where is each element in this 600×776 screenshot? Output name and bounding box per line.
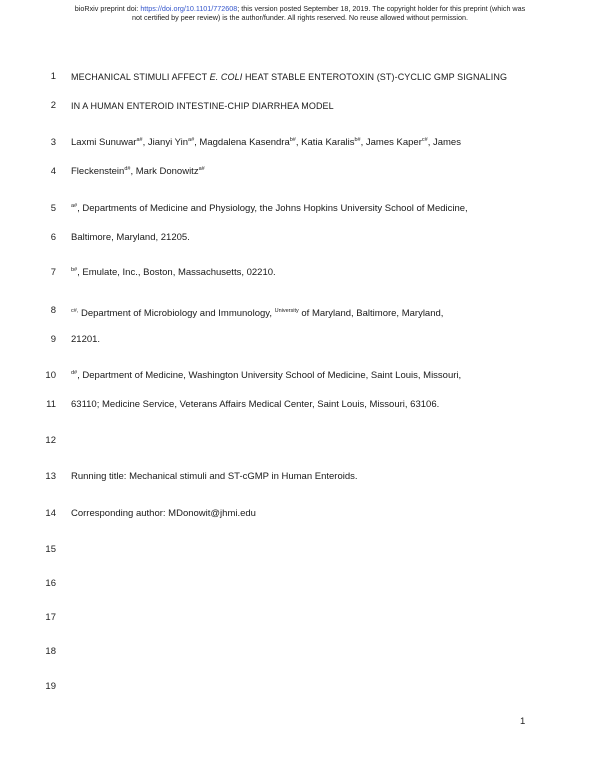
preprint-notice-line-1 [30,4,570,13]
manuscript-line [0,543,600,557]
doi-link[interactable]: https://doi.org/10.1101/772608 [140,4,238,13]
affiliation-c-continued: 21201. [71,334,101,345]
line-number: 3 [50,137,56,148]
paper-title-line-2: IN A HUMAN ENTEROID INTESTINE-CHIP DIARRHEA MODEL [71,101,334,111]
manuscript-line [0,470,600,484]
author-list: Laxmi Sunuwar$^{a\#}$, Jianyi Yin$^{a\#}$, Magdalena Kasendra$^{b\#}$, Katia Karalis$^{b\#}$, James Kaper$^{c\#}$, James [71,137,461,148]
line-number: 4 [50,166,56,177]
manuscript-line [0,398,600,412]
manuscript-line [0,333,600,347]
manuscript-line [0,577,600,591]
line-number: 18 [45,646,56,657]
affiliation-c: $^{c\#,}$ Department of Microbiology and Immunology, $^{University}$ of Maryland, Baltimore, Maryland, [71,308,444,319]
manuscript-line [0,165,600,179]
line-number: 12 [45,435,56,446]
preprint-line1-rest: ; this version posted September 18, 2019. The copyright holder for this preprint (which was [237,4,526,13]
line-number: 10 [45,370,56,381]
line-number: 7 [50,267,56,278]
line-number: 9 [50,334,56,345]
manuscript-line [0,611,600,625]
preprint-notice-line-2: not certified by peer review) is the author/funder. All rights reserved. No reuse allowed without permission. [132,13,468,22]
manuscript-line [0,136,600,150]
affiliation-d: $^{d\#}$, Department of Medicine, Washington University School of Medicine, Saint Louis, Missouri, [71,370,462,381]
line-number: 2 [50,100,56,111]
line-number: 11 [46,399,56,410]
page-number: 1 [520,716,526,727]
line-number: 1 [50,71,56,82]
manuscript-line [0,507,600,521]
manuscript-line [0,304,600,318]
line-number: 17 [45,612,56,623]
manuscript-line [0,70,600,84]
title-organism: E. COLI [209,72,243,82]
manuscript-line [0,645,600,659]
line-number: 8 [50,305,56,316]
line-number: 19 [45,681,56,692]
manuscript-line [0,231,600,245]
manuscript-line [0,369,600,383]
corresponding-author: Corresponding author: MDonowit@jhmi.edu [71,508,256,519]
line-number: 16 [45,578,56,589]
paper-title-line-1: MECHANICAL STIMULI AFFECT E. COLI HEAT STABLE ENTEROTOXIN (ST)-CYCLIC GMP SIGNALING [71,72,508,82]
affiliation-a-continued: Baltimore, Maryland, 21205. [71,232,190,243]
manuscript-line [0,434,600,448]
running-title: Running title: Mechanical stimuli and ST-cGMP in Human Enteroids. [71,471,358,482]
line-number: 15 [45,544,56,555]
affiliation-b: $^{b\#}$, Emulate, Inc., Boston, Massachusetts, 02210. [71,267,276,278]
affiliation-a: $^{a\#}$, Departments of Medicine and Physiology, the Johns Hopkins University School of Medicine, [71,203,468,214]
affiliation-d-continued: 63110; Medicine Service, Veterans Affairs Medical Center, Saint Louis, Missouri, 63106. [71,399,440,410]
line-number: 14 [45,508,56,519]
manuscript-line [0,680,600,694]
author-list-continued: Fleckenstein$^{d\#}$, Mark Donowitz$^{a\#}$ [71,166,205,177]
preprint-prefix: bioRxiv preprint doi: [74,4,141,13]
manuscript-line [0,99,600,113]
line-number: 6 [50,232,56,243]
manuscript-line [0,202,600,216]
line-number: 13 [45,471,56,482]
preprint-notice [30,4,570,22]
manuscript-line [0,266,600,280]
line-number: 5 [50,203,56,214]
